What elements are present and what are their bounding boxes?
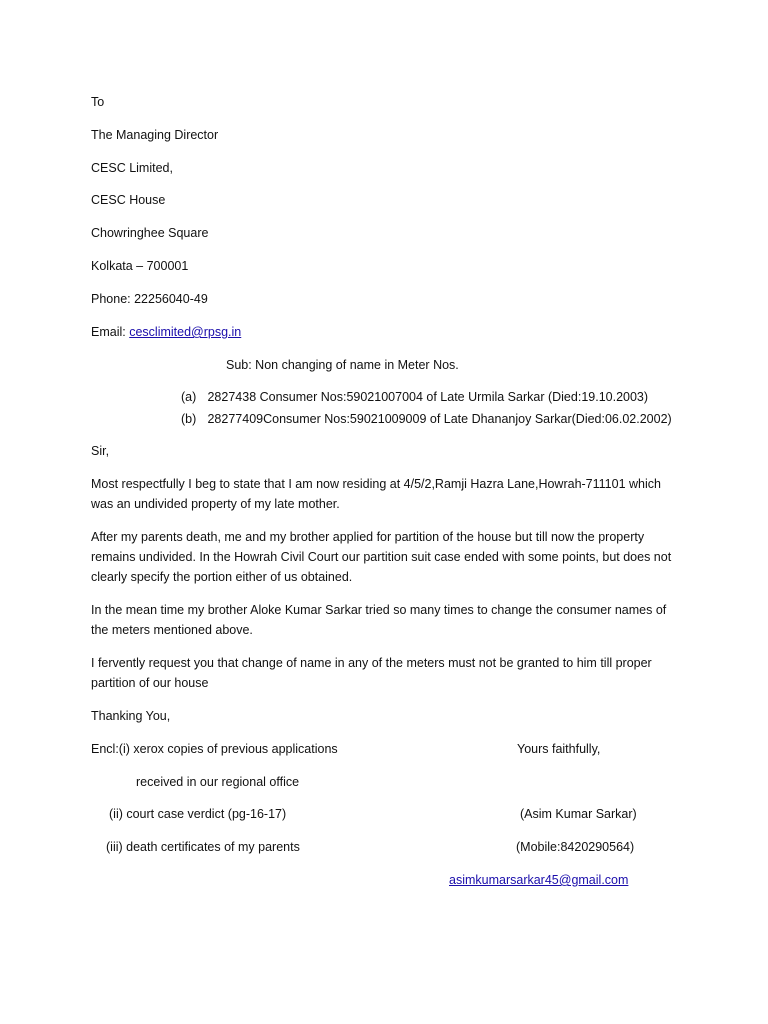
sender-email-line bbox=[449, 872, 628, 888]
email-label: Email: bbox=[91, 325, 126, 339]
sender-name: (Asim Kumar Sarkar) bbox=[520, 807, 637, 821]
enclosure-item-1: Encl:(i) xerox copies of previous applications bbox=[91, 742, 338, 756]
valediction: Yours faithfully, bbox=[517, 742, 601, 756]
meter-text: 28277409Consumer Nos:59021009009 of Late Dhananjoy Sarkar(Died:06.02.2002) bbox=[207, 412, 672, 426]
meter-item bbox=[181, 389, 648, 405]
recipient-phone: Phone: 22256040-49 bbox=[91, 292, 208, 306]
meter-item bbox=[181, 411, 672, 427]
recipient-company: CESC Limited, bbox=[91, 161, 173, 175]
enclosure-item-2: (ii) court case verdict (pg-16-17) bbox=[109, 807, 287, 821]
salutation: Sir, bbox=[91, 444, 110, 458]
meter-marker: (b) bbox=[181, 412, 197, 426]
sender-email-link[interactable]: asimkumarsarkar45@gmail.com bbox=[449, 873, 629, 887]
recipient-city: Kolkata – 700001 bbox=[91, 259, 189, 273]
to-line: To bbox=[91, 95, 105, 109]
recipient-area: Chowringhee Square bbox=[91, 226, 209, 240]
recipient-email-line bbox=[91, 324, 241, 340]
meter-marker: (a) bbox=[181, 390, 197, 404]
recipient-building: CESC House bbox=[91, 193, 166, 207]
sender-mobile: (Mobile:8420290564) bbox=[516, 840, 635, 854]
enclosure-item-3: (iii) death certificates of my parents bbox=[106, 840, 300, 854]
body-paragraph: I fervently request you that change of name in any of the meters must not be granted to him till proper partition of our house bbox=[91, 656, 652, 690]
closing-line: Thanking You, bbox=[91, 709, 171, 723]
meter-text: 2827438 Consumer Nos:59021007004 of Late Urmila Sarkar (Died:19.10.2003) bbox=[207, 390, 649, 404]
enclosure-item-1-continued: received in our regional office bbox=[136, 775, 300, 789]
recipient-email-link[interactable]: cesclimited@rpsg.in bbox=[129, 325, 242, 339]
recipient-designation: The Managing Director bbox=[91, 128, 219, 142]
body-paragraph: In the mean time my brother Aloke Kumar Sarkar tried so many times to change the consumer names of the meters mentioned above. bbox=[91, 603, 667, 637]
body-paragraph: Most respectfully I beg to state that I am now residing at 4/5/2,Ramji Hazra Lane,Howrah-711101 which was an undivided property of my late mother. bbox=[91, 477, 661, 511]
body-paragraph: After my parents death, me and my brother applied for partition of the house but till now the property remains undivided. In the Howrah Civil Court our partition suit case ended with some points, but does not clearly specify the portion either of us obtained. bbox=[91, 530, 672, 584]
subject-line: Sub: Non changing of name in Meter Nos. bbox=[226, 358, 459, 372]
